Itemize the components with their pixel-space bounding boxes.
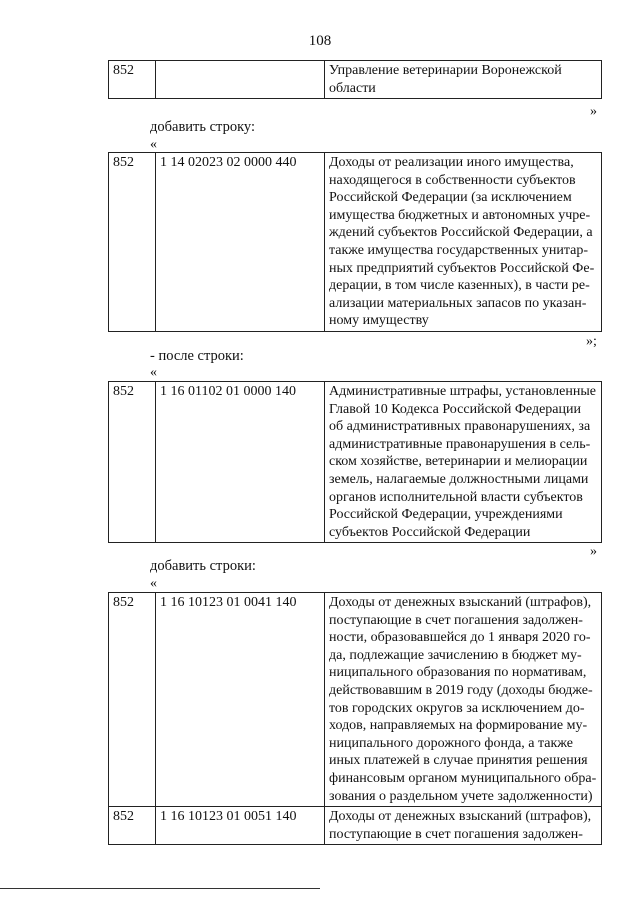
table-cell-kbk: 1 14 02023 02 0000 440 [156,153,325,332]
bottom-rule [0,888,320,889]
closing-quote: » [590,104,597,119]
name-line: дерации, в том числе казенных), в части ре- [329,278,590,294]
name-line: Административные штрафы, установленные [329,384,596,399]
name-line: также имущества государственных унитар- [329,242,589,258]
table-cell-kbk [156,61,325,99]
name-line: ском хозяйстве, ветеринарии и мелиорации [329,454,588,470]
table-1 [108,60,602,99]
table-cell-kbk: 1 16 10123 01 0051 140 [156,807,325,845]
name-line: действовавшим в 2019 году (доходы бюдже- [329,682,593,698]
closing-quote: » [590,544,597,559]
name-line: ниципального образования по нормативам, [329,665,587,681]
table-cell-code: 852 [109,593,156,807]
table-cell-name [325,593,602,807]
name-line: ниципального дорожного фонда, а также [329,735,574,751]
name-line: ности, образовавшейся до 1 января 2020 го- [329,630,591,646]
name-line: ализации материальных запасов по указан- [329,295,587,311]
name-line: иных платежей в случае принятия решения [329,753,588,769]
table-cell-name [325,382,602,543]
name-line: поступающие в счет погашения задолжен- [329,612,583,628]
name-line: тов городских округов за исключением до- [329,700,585,716]
name-line: земель, налагаемые должностными лицами [329,471,589,487]
table-row [109,61,602,99]
page-number: 108 [308,33,332,49]
table-row [109,382,602,543]
name-line: находящегося в собственности субъектов [329,172,576,188]
name-line: Доходы от денежных взысканий (штрафов), [329,809,592,825]
name-line: об административных правонарушениях, за [329,419,591,435]
name-line: Российской Федерации (за исключением [329,190,572,206]
table-row [109,153,602,332]
instruction-after-row: - после строки: [150,348,244,364]
name-line: органов исполнительной власти субъектов [329,489,583,505]
table-cell-name [325,807,602,845]
table-3 [108,381,602,543]
name-line: Доходы от реализации иного имущества, [329,155,574,170]
table-row [109,807,602,845]
name-line: поступающие в счет погашения задолжен- [329,826,583,842]
name-line: Главой 10 Кодекса Российской Федерации [329,401,581,417]
name-line: субъектов Российской Федерации [329,524,531,540]
name-line: административные правонарушения в сель- [329,436,591,452]
name-line: финансовым органом муниципального обра- [329,770,597,786]
name-line: Российской Федерации, учреждениями [329,507,563,523]
table-cell-name [325,153,602,332]
name-line: зования о раздельном учете задолженности) [329,788,593,804]
name-line: да, подлежащие зачислению в бюджет му- [329,647,582,663]
table-4 [108,592,602,845]
name-line: ному имуществу [329,313,429,329]
name-line: Доходы от денежных взысканий (штрафов), [329,595,592,610]
table-cell-code: 852 [109,61,156,99]
name-line: ждений субъектов Российской Федерации, а [329,225,593,241]
table-row [109,593,602,807]
table-cell-kbk: 1 16 10123 01 0041 140 [156,593,325,807]
table-cell-code: 852 [109,153,156,332]
name-line: имущества бюджетных и автономных учре- [329,207,591,223]
table-2 [108,152,602,332]
table-cell-code: 852 [109,807,156,845]
table-cell-kbk: 1 16 01102 01 0000 140 [156,382,325,543]
name-line: Управление ветеринарии Воронежской [329,63,562,78]
table-cell-name [325,61,602,99]
opening-quote: « [150,365,157,380]
closing-quote-semicolon: »; [586,334,597,349]
instruction-add-rows: добавить строки: [150,558,256,574]
opening-quote: « [150,137,157,152]
name-line: области [329,80,376,96]
name-line: ных предприятий субъектов Российской Фе- [329,260,595,276]
name-line: ходов, направляемых на формирование му- [329,718,588,734]
table-cell-code: 852 [109,382,156,543]
instruction-add-row: добавить строку: [150,119,255,135]
opening-quote: « [150,576,157,591]
